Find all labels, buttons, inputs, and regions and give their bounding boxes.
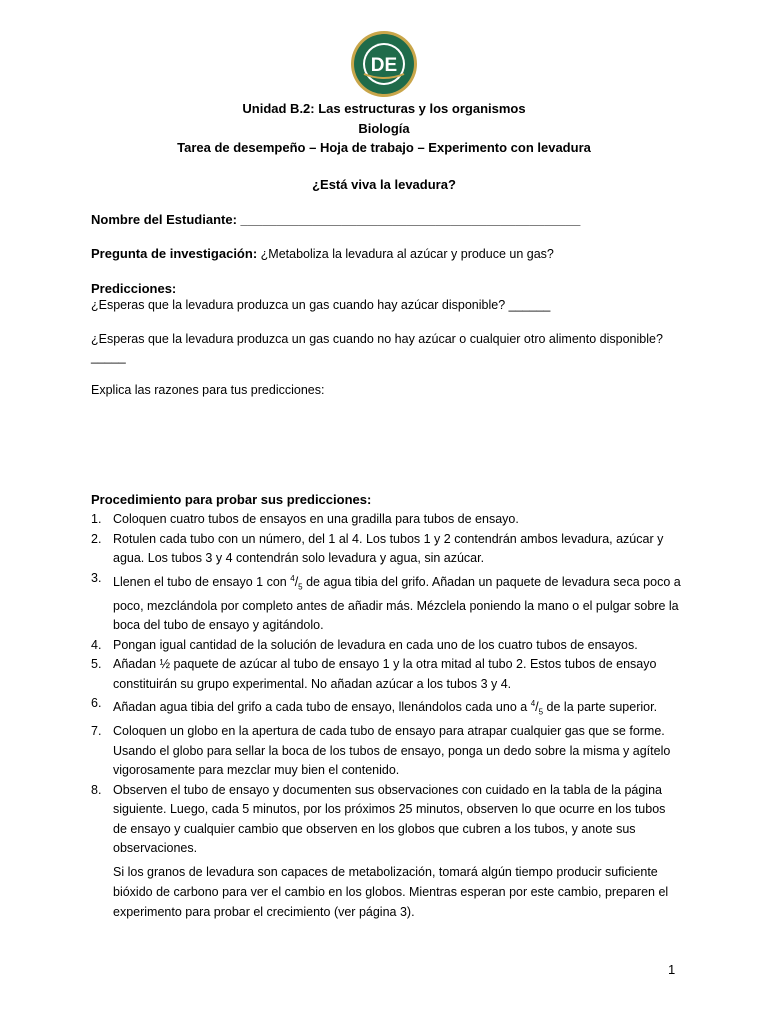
predictions-title: Predicciones:: [91, 281, 177, 296]
research-question-label: Pregunta de investigación:: [91, 246, 258, 261]
logo-letters: DE: [370, 55, 398, 76]
procedure-step: 6. Añadan agua tibia del grifo a cada tubo de ensayo, llenándolos cada uno a $^4/_5$ de la parte superior.: [91, 696, 658, 717]
prediction-question-1: ¿Esperas que la levadura produzca un gas cuando hay azúcar disponible? ______: [91, 298, 551, 312]
prediction-question-2: ¿Esperas que la levadura produzca un gas cuando no hay azúcar o cualquier otro alimento disponible?: [91, 332, 663, 346]
fraction-numerator: 4: [530, 699, 536, 709]
fraction-numerator: 4: [290, 573, 295, 583]
unit-heading: Unidad B.2: Las estructuras y los organismos: [242, 101, 526, 116]
procedure-step: 7. Coloquen un globo en la apertura de cada tubo de ensayo para atrapar cualquier gas que se forme. Usando el globo para sellar la boca de los tubos de ensayo, ponga un dedo sobre la misma y agítelo vigorosamente para mezclar muy bien el contenido.: [91, 724, 671, 778]
research-question-row: [91, 244, 681, 264]
department-seal-logo: [350, 30, 418, 98]
fraction-denominator: 5: [538, 707, 544, 717]
procedure-step: 3. Llenen el tubo de ensayo 1 con $^4/_5$ de agua tibia del grifo. Añadan un paquete de levadura seca poco a poco, mezclándola por completo antes de añadir más. Mézclela poniendo la mano o el pulgar sobre la boca del tubo de ensayo y agitándolo.: [91, 570, 681, 633]
fraction-denominator: 5: [298, 582, 303, 592]
student-name-row: [91, 210, 681, 229]
prediction-question-2-blank[interactable]: _____: [91, 350, 126, 364]
procedure-note: Si los granos de levadura son capaces de metabolización, tomará algún tiempo producir suficiente bióxido de carbono para ver el cambio en los globos. Mientras esperan por este cambio, preparen el experimento para probar el crecimiento (ver página 3).: [113, 865, 669, 919]
procedure-step: 5. Añadan ½ paquete de azúcar al tubo de ensayo 1 y la otra mitad al tubo 2. Estos tubos de ensayo constituirán su grupo experimental. No añadan azúcar a los tubos 3 y 4.: [91, 657, 657, 691]
worksheet-title: ¿Está viva la levadura?: [312, 177, 456, 192]
procedure-step: 8. Observen el tubo de ensayo y documenten sus observaciones con cuidado en la tabla de la página siguiente. Luego, cada 5 minutos, por los próximos 25 minutos, observen lo que ocurre en los tubos de ensayo y cualquier cambio que observen en los globos que cubren a los tubos, y anote sus observaciones.: [91, 782, 666, 856]
student-name-label: Nombre del Estudiante:: [91, 212, 237, 227]
explain-prompt: Explica las razones para tus predicciones:: [91, 383, 325, 397]
procedure-step: 2. Rotulen cada tubo con un número, del 1 al 4. Los tubos 1 y 2 contendrán ambos levadura, azúcar y agua. Los tubos 3 y 4 contendrán solo levadura y agua, sin azúcar.: [91, 531, 664, 565]
procedure-step: 1. Coloquen cuatro tubos de ensayos en una gradilla para tubos de ensayo.: [91, 512, 519, 526]
subject-heading: Biología: [358, 121, 410, 136]
research-question-text: ¿Metaboliza la levadura al azúcar y produce un gas?: [260, 247, 554, 261]
procedure-step: 4. Pongan igual cantidad de la solución de levadura en cada uno de los cuatro tubos de ensayos.: [91, 637, 638, 652]
procedure-title: Procedimiento para probar sus predicciones:: [91, 492, 372, 507]
student-name-blank[interactable]: _______________________________________________: [240, 212, 581, 227]
task-heading: Tarea de desempeño – Hoja de trabajo – Experimento con levadura: [177, 140, 591, 155]
procedure-steps: [91, 510, 681, 859]
page-number: 1: [668, 962, 676, 977]
